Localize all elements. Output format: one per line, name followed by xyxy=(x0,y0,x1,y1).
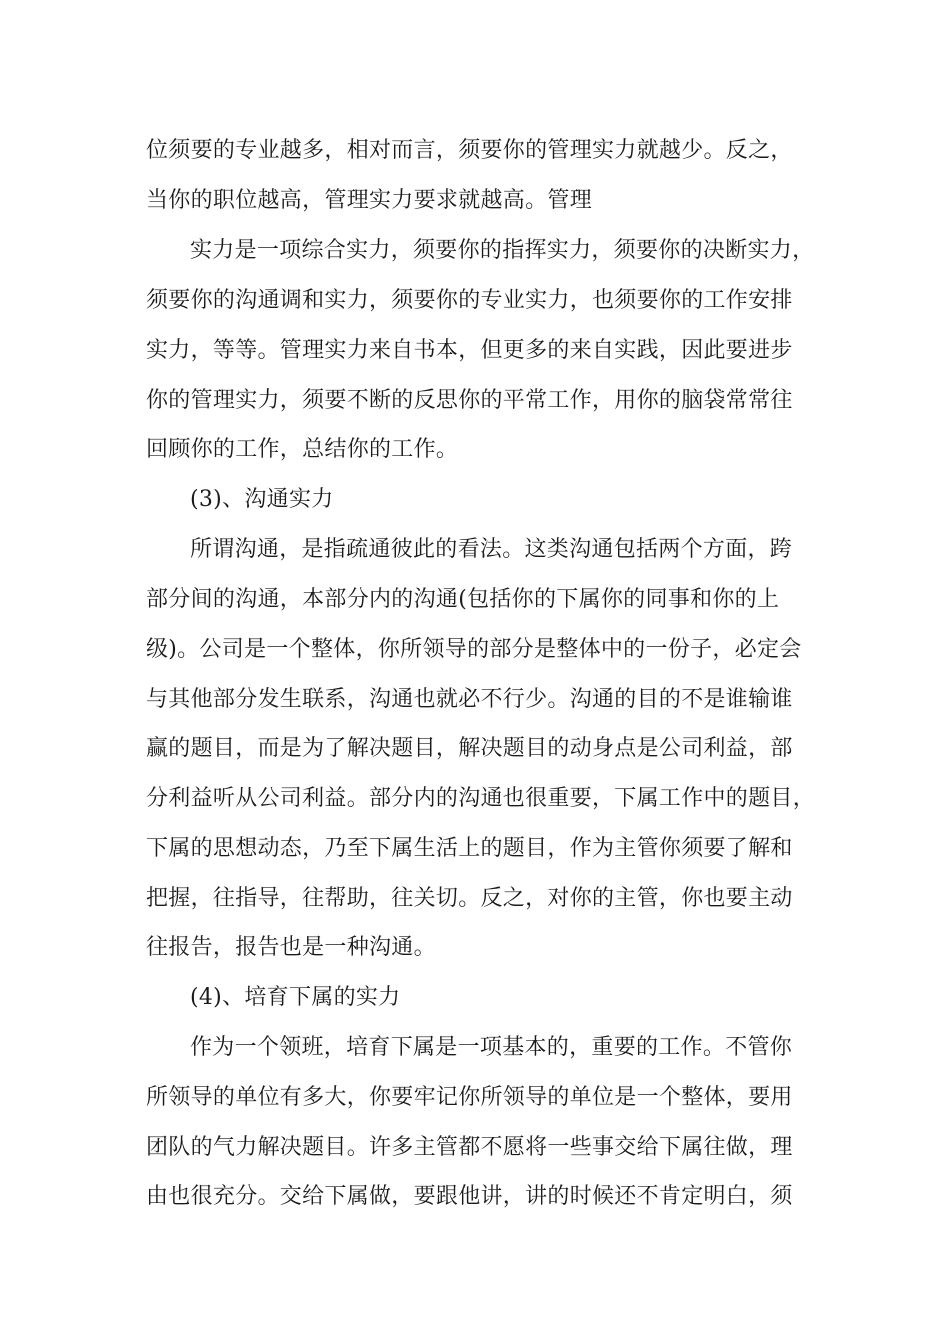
text-line: 由也很充分。交给下属做，要跟他讲，讲的时候还不肯定明白，须 xyxy=(146,1184,793,1209)
text-line: 所领导的单位有多大，你要牢记你所领导的单位是一个整体，要用 xyxy=(146,1085,793,1110)
text-line: 须要你的沟通调和实力，须要你的专业实力，也须要你的工作安排 xyxy=(146,288,793,313)
text-line: 赢的题目，而是为了解决题目，解决题目的动身点是公司利益，部 xyxy=(146,736,793,761)
text-line: 把握，往指导，往帮助，往关切。反之，对你的主管，你也要主动 xyxy=(146,886,793,911)
text-line: 当你的职位越高，管理实力要求就越高。管理 xyxy=(146,188,593,213)
text-line: 级)。公司是一个整体，你所领导的部分是整体中的一份子，必定会 xyxy=(146,637,802,662)
text-line: 团队的气力解决题目。许多主管都不愿将一些事交给下属往做，理 xyxy=(146,1135,793,1160)
paragraph-first-line: 作为一个领班，培育下属是一项基本的，重要的工作。不管你 xyxy=(190,1035,793,1060)
text-line: 下属的思想动态，乃至下属生活上的题目，作为主管你须要了解和 xyxy=(146,836,793,861)
text-line: 与其他部分发生联系，沟通也就必不行少。沟通的目的不是谁输谁 xyxy=(146,687,793,712)
paragraph-first-line: 实力是一项综合实力，须要你的指挥实力，须要你的决断实力， xyxy=(190,238,815,263)
text-line: 回顾你的工作，总结你的工作。 xyxy=(146,437,459,462)
text-line: 位须要的专业越多，相对而言，须要你的管理实力就越少。反之， xyxy=(146,138,793,163)
paragraph-first-line: 所谓沟通，是指疏通彼此的看法。这类沟通包括两个方面，跨 xyxy=(190,537,793,562)
text-line: 分利益听从公司利益。部分内的沟通也很重要，下属工作中的题目， xyxy=(146,786,816,811)
section-heading: (4)、培育下属的实力 xyxy=(190,985,401,1010)
text-line: 往报告，报告也是一种沟通。 xyxy=(146,935,436,960)
text-line: 你的管理实力，须要不断的反思你的平常工作，用你的脑袋常常往 xyxy=(146,388,793,413)
text-line: 部分间的沟通，本部分内的沟通(包括你的下属你的同事和你的上 xyxy=(146,587,780,612)
section-heading: (3)、沟通实力 xyxy=(190,487,334,512)
text-line: 实力，等等。管理实力来自书本，但更多的来自实践，因此要进步 xyxy=(146,338,793,363)
